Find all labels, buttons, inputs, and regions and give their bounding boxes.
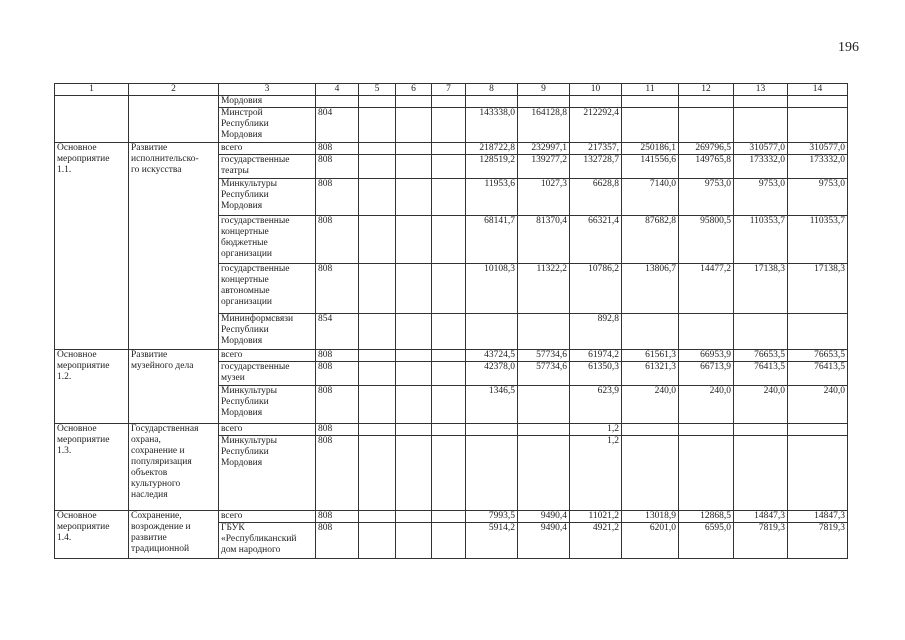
table-row [55,143,848,155]
value-cell-col-6 [396,436,432,511]
value-cell-col-5 [359,108,396,143]
value-cell-col-13: 14847,3 [734,511,788,523]
value-cell-col-12: 12868,5 [679,511,734,523]
value-cell-col-7 [432,436,466,511]
value-cell-col-12: 240,0 [679,386,734,424]
code-cell: 808 [316,155,359,179]
value-cell-col-9: 139277,2 [518,155,570,179]
value-cell-col-8: 7993,5 [466,511,518,523]
value-cell-col-5 [359,436,396,511]
column-header-6: 6 [396,84,432,96]
column-header-9: 9 [518,84,570,96]
code-cell: 804 [316,108,359,143]
value-cell-col-11: 6201,0 [622,523,679,559]
value-cell-col-13 [734,424,788,436]
value-cell-col-10: 1,2 [570,424,622,436]
executor-cell: государственные музеи [219,362,316,386]
executor-cell: всего [219,350,316,362]
value-cell-col-12: 149765,8 [679,155,734,179]
measure-cell: Основное мероприятие 1.2. [55,350,129,424]
executor-cell: государственные концертные бюджетные организации [219,216,316,264]
value-cell-col-9: 11322,2 [518,264,570,314]
value-cell-col-5 [359,143,396,155]
value-cell-col-14 [788,108,848,143]
code-cell: 808 [316,264,359,314]
measure-cell: Основное мероприятие 1.3. [55,424,129,511]
value-cell-col-9 [518,386,570,424]
budget-table [54,83,848,559]
column-header-12: 12 [679,84,734,96]
value-cell-col-8: 218722,8 [466,143,518,155]
value-cell-col-13: 7819,3 [734,523,788,559]
value-cell-col-11: 240,0 [622,386,679,424]
value-cell-col-7 [432,216,466,264]
value-cell-col-13 [734,314,788,350]
value-cell-col-14: 173332,0 [788,155,848,179]
value-cell-col-8 [466,314,518,350]
value-cell-col-10: 623,9 [570,386,622,424]
value-cell-col-9 [518,436,570,511]
value-cell-col-8: 128519,2 [466,155,518,179]
value-cell-col-5 [359,96,396,108]
value-cell-col-9: 1027,3 [518,179,570,216]
value-cell-col-11 [622,96,679,108]
description-cell: Развитие исполнительско- го искусства [129,143,219,350]
description-cell: Сохранение, возрождение и развитие традиционной [129,511,219,559]
value-cell-col-8: 11953,6 [466,179,518,216]
table-row [55,96,848,108]
value-cell-col-7 [432,96,466,108]
value-cell-col-8: 1346,5 [466,386,518,424]
value-cell-col-11 [622,436,679,511]
value-cell-col-14 [788,96,848,108]
value-cell-col-14: 110353,7 [788,216,848,264]
value-cell-col-13: 240,0 [734,386,788,424]
value-cell-col-7 [432,143,466,155]
value-cell-col-9: 9490,4 [518,511,570,523]
measure-cell: Основное мероприятие 1.4. [55,511,129,559]
column-header-13: 13 [734,84,788,96]
executor-cell: Мордовия [219,96,316,108]
value-cell-col-5 [359,523,396,559]
value-cell-col-11 [622,424,679,436]
column-header-11: 11 [622,84,679,96]
measure-cell [55,96,129,143]
value-cell-col-5 [359,386,396,424]
value-cell-col-12: 6595,0 [679,523,734,559]
value-cell-col-5 [359,216,396,264]
value-cell-col-9: 57734,6 [518,350,570,362]
value-cell-col-6 [396,216,432,264]
executor-cell: всего [219,143,316,155]
value-cell-col-9 [518,424,570,436]
value-cell-col-10: 66321,4 [570,216,622,264]
value-cell-col-5 [359,511,396,523]
value-cell-col-12: 14477,2 [679,264,734,314]
code-cell: 808 [316,362,359,386]
value-cell-col-7 [432,314,466,350]
code-cell: 808 [316,523,359,559]
column-header-1: 1 [55,84,129,96]
value-cell-col-12 [679,436,734,511]
value-cell-col-9 [518,314,570,350]
value-cell-col-6 [396,143,432,155]
value-cell-col-7 [432,362,466,386]
value-cell-col-6 [396,264,432,314]
value-cell-col-5 [359,350,396,362]
value-cell-col-13: 76653,5 [734,350,788,362]
value-cell-col-14: 76653,5 [788,350,848,362]
value-cell-col-9: 164128,8 [518,108,570,143]
column-header-5: 5 [359,84,396,96]
executor-cell: Минкультуры Республики Мордовия [219,436,316,511]
value-cell-col-13: 310577,0 [734,143,788,155]
value-cell-col-9: 57734,6 [518,362,570,386]
table-row [55,424,848,436]
page-number: 196 [838,40,859,55]
value-cell-col-13: 9753,0 [734,179,788,216]
value-cell-col-14: 14847,3 [788,511,848,523]
code-cell: 808 [316,216,359,264]
value-cell-col-11 [622,314,679,350]
value-cell-col-10: 4921,2 [570,523,622,559]
value-cell-col-6 [396,96,432,108]
value-cell-col-12 [679,108,734,143]
code-cell: 808 [316,511,359,523]
value-cell-col-7 [432,523,466,559]
value-cell-col-6 [396,179,432,216]
value-cell-col-6 [396,511,432,523]
value-cell-col-9 [518,96,570,108]
value-cell-col-6 [396,523,432,559]
value-cell-col-14: 9753,0 [788,179,848,216]
value-cell-col-14: 17138,3 [788,264,848,314]
value-cell-col-14: 76413,5 [788,362,848,386]
value-cell-col-10 [570,96,622,108]
value-cell-col-13: 173332,0 [734,155,788,179]
value-cell-col-12: 269796,5 [679,143,734,155]
value-cell-col-6 [396,108,432,143]
value-cell-col-12 [679,96,734,108]
column-header-3: 3 [219,84,316,96]
value-cell-col-10: 217357, [570,143,622,155]
code-cell: 808 [316,424,359,436]
executor-cell: государственные концертные автономные организации [219,264,316,314]
column-header-10: 10 [570,84,622,96]
value-cell-col-13 [734,436,788,511]
description-cell: Государственная охрана, сохранение и популяризация объектов культурного наследия [129,424,219,511]
value-cell-col-12: 66713,9 [679,362,734,386]
value-cell-col-11: 13018,9 [622,511,679,523]
value-cell-col-10: 10786,2 [570,264,622,314]
value-cell-col-8: 42378,0 [466,362,518,386]
value-cell-col-7 [432,264,466,314]
value-cell-col-11: 250186,1 [622,143,679,155]
value-cell-col-6 [396,155,432,179]
value-cell-col-7 [432,424,466,436]
value-cell-col-12 [679,314,734,350]
code-cell: 854 [316,314,359,350]
value-cell-col-8: 5914,2 [466,523,518,559]
executor-cell: всего [219,424,316,436]
value-cell-col-11: 61561,3 [622,350,679,362]
value-cell-col-13: 110353,7 [734,216,788,264]
value-cell-col-11 [622,108,679,143]
value-cell-col-13 [734,96,788,108]
value-cell-col-9: 9490,4 [518,523,570,559]
code-cell: 808 [316,436,359,511]
value-cell-col-6 [396,314,432,350]
value-cell-col-7 [432,386,466,424]
value-cell-col-5 [359,424,396,436]
value-cell-col-7 [432,511,466,523]
value-cell-col-8 [466,436,518,511]
value-cell-col-12: 95800,5 [679,216,734,264]
value-cell-col-10: 1,2 [570,436,622,511]
value-cell-col-13: 76413,5 [734,362,788,386]
value-cell-col-7 [432,155,466,179]
value-cell-col-7 [432,179,466,216]
executor-cell: Минстрой Республики Мордовия [219,108,316,143]
value-cell-col-8 [466,424,518,436]
code-cell: 808 [316,143,359,155]
executor-cell: Минкультуры Республики Мордовия [219,179,316,216]
column-header-7: 7 [432,84,466,96]
value-cell-col-10: 11021,2 [570,511,622,523]
column-header-8: 8 [466,84,518,96]
executor-cell: всего [219,511,316,523]
executor-cell: государственные театры [219,155,316,179]
value-cell-col-6 [396,362,432,386]
code-cell [316,96,359,108]
value-cell-col-8: 143338,0 [466,108,518,143]
value-cell-col-5 [359,179,396,216]
value-cell-col-13: 17138,3 [734,264,788,314]
value-cell-col-11: 61321,3 [622,362,679,386]
executor-cell: Мининформсвязи Республики Мордовия [219,314,316,350]
value-cell-col-14 [788,424,848,436]
table-body [55,96,848,559]
column-header-2: 2 [129,84,219,96]
value-cell-col-7 [432,108,466,143]
value-cell-col-8 [466,96,518,108]
value-cell-col-12: 66953,9 [679,350,734,362]
value-cell-col-6 [396,350,432,362]
table-row [55,511,848,523]
value-cell-col-5 [359,264,396,314]
value-cell-col-11: 87682,8 [622,216,679,264]
value-cell-col-7 [432,350,466,362]
value-cell-col-8: 68141,7 [466,216,518,264]
value-cell-col-10: 212292,4 [570,108,622,143]
value-cell-col-5 [359,362,396,386]
value-cell-col-12: 9753,0 [679,179,734,216]
value-cell-col-11: 7140,0 [622,179,679,216]
header-row [55,84,848,96]
value-cell-col-9: 232997,1 [518,143,570,155]
value-cell-col-6 [396,424,432,436]
value-cell-col-5 [359,314,396,350]
table-header [55,84,848,96]
table-row [55,350,848,362]
value-cell-col-13 [734,108,788,143]
value-cell-col-11: 141556,6 [622,155,679,179]
value-cell-col-10: 61974,2 [570,350,622,362]
code-cell: 808 [316,350,359,362]
description-cell [129,96,219,143]
value-cell-col-14 [788,436,848,511]
value-cell-col-10: 6628,8 [570,179,622,216]
value-cell-col-10: 61350,3 [570,362,622,386]
value-cell-col-14: 310577,0 [788,143,848,155]
value-cell-col-9: 81370,4 [518,216,570,264]
value-cell-col-5 [359,155,396,179]
value-cell-col-12 [679,424,734,436]
value-cell-col-8: 43724,5 [466,350,518,362]
value-cell-col-14: 7819,3 [788,523,848,559]
value-cell-col-10: 892,8 [570,314,622,350]
value-cell-col-10: 132728,7 [570,155,622,179]
code-cell: 808 [316,386,359,424]
executor-cell: ГБУК «Республиканский дом народного [219,523,316,559]
value-cell-col-14: 240,0 [788,386,848,424]
column-header-14: 14 [788,84,848,96]
description-cell: Развитие музейного дела [129,350,219,424]
code-cell: 808 [316,179,359,216]
value-cell-col-8: 10108,3 [466,264,518,314]
value-cell-col-11: 13806,7 [622,264,679,314]
value-cell-col-6 [396,386,432,424]
value-cell-col-14 [788,314,848,350]
executor-cell: Минкультуры Республики Мордовия [219,386,316,424]
column-header-4: 4 [316,84,359,96]
measure-cell: Основное мероприятие 1.1. [55,143,129,350]
